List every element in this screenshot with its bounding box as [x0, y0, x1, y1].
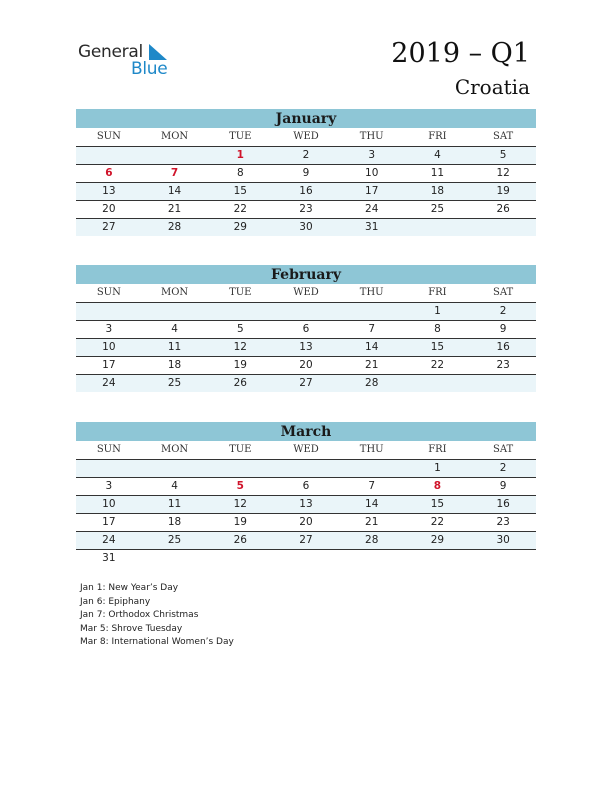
day-cell: 28: [365, 534, 379, 546]
day-cell: 5: [499, 149, 507, 161]
day-cell: 14: [365, 341, 379, 353]
day-cell: 28: [167, 221, 182, 233]
week-row: [76, 375, 536, 392]
day-cell: [405, 219, 471, 236]
day-cell: 24: [102, 534, 116, 546]
weekday-label: WED: [293, 287, 319, 298]
day-cell: 2: [302, 149, 310, 161]
day-cell: [142, 303, 208, 320]
day-cell: 22: [233, 203, 247, 215]
day-cell: [207, 303, 273, 320]
holiday-date: 8: [433, 480, 442, 492]
day-cell: [470, 375, 536, 392]
day-cell: 29: [430, 534, 445, 546]
day-cell: 10: [102, 341, 116, 353]
day-cell: 20: [102, 203, 116, 215]
day-cell: 27: [299, 377, 313, 389]
day-cell: [142, 460, 208, 477]
month-march: [76, 422, 536, 567]
day-cell: 1: [434, 462, 441, 474]
day-cell: 3: [368, 149, 376, 161]
week-row: [76, 532, 536, 550]
month-title: February: [76, 265, 536, 284]
day-cell: [207, 550, 273, 567]
day-cell: 27: [299, 534, 313, 546]
day-cell: 15: [430, 498, 445, 510]
weekday-label: TUE: [229, 131, 252, 142]
day-cell: 18: [430, 185, 445, 197]
day-cell: [339, 303, 405, 320]
holiday-note: Mar 5: Shrove Tuesday: [80, 623, 183, 634]
day-cell: 17: [102, 359, 116, 371]
day-cell: 23: [496, 516, 510, 528]
day-cell: 25: [430, 203, 445, 215]
day-cell: [273, 460, 339, 477]
day-cell: [405, 375, 471, 392]
holiday-note: Jan 1: New Year’s Day: [80, 583, 179, 593]
day-cell: 19: [233, 516, 247, 528]
logo-blue-text: Blue: [131, 59, 168, 79]
day-cell: 6: [302, 323, 310, 335]
day-cell: 23: [496, 359, 510, 371]
day-cell: 10: [365, 167, 379, 179]
day-cell: 26: [233, 534, 247, 546]
month-january: [76, 109, 536, 236]
day-cell: 4: [171, 480, 178, 492]
day-cell: [207, 460, 273, 477]
day-cell: 16: [496, 341, 510, 353]
day-cell: 9: [499, 480, 507, 492]
day-cell: 20: [299, 359, 313, 371]
day-cell: [470, 219, 536, 236]
day-cell: 16: [496, 498, 510, 510]
page-title: 2019 – Q1: [391, 38, 530, 69]
day-cell: [339, 460, 405, 477]
day-cell: 15: [430, 341, 445, 353]
day-cell: 26: [496, 203, 510, 215]
day-cell: 21: [365, 516, 379, 528]
day-cell: 7: [368, 480, 376, 492]
logo-general-text: General: [78, 42, 143, 62]
day-cell: 11: [167, 498, 182, 510]
weekday-label: SAT: [493, 444, 514, 455]
week-row: [76, 321, 536, 339]
week-row: [76, 460, 536, 478]
day-cell: 20: [299, 516, 313, 528]
day-cell: [405, 550, 471, 567]
day-cell: 18: [167, 359, 182, 371]
weekday-header-row: [76, 128, 536, 147]
day-cell: 17: [365, 185, 379, 197]
weekday-header-row: [76, 284, 536, 303]
day-cell: 29: [233, 221, 247, 233]
day-cell: [76, 460, 142, 477]
month-title: January: [76, 109, 536, 128]
day-cell: 3: [105, 480, 113, 492]
day-cell: 23: [299, 203, 313, 215]
day-cell: 10: [102, 498, 116, 510]
day-cell: 21: [167, 203, 182, 215]
day-cell: 1: [434, 305, 441, 317]
generalblue-logo: [78, 42, 188, 82]
week-row: [76, 550, 536, 567]
week-row: [76, 165, 536, 183]
weekday-label: WED: [293, 131, 319, 142]
week-row: [76, 339, 536, 357]
day-cell: 28: [365, 377, 379, 389]
day-cell: 19: [496, 185, 510, 197]
week-row: [76, 496, 536, 514]
day-cell: 15: [233, 185, 247, 197]
day-cell: 21: [365, 359, 379, 371]
day-cell: 13: [102, 185, 116, 197]
day-cell: 30: [299, 221, 313, 233]
weekday-label: MON: [160, 287, 189, 298]
weekday-label: SUN: [96, 287, 121, 298]
holiday-note: Jan 6: Epiphany: [80, 596, 151, 607]
country-name: Croatia: [454, 75, 530, 99]
weekday-label: SUN: [96, 444, 121, 455]
day-cell: [273, 550, 339, 567]
day-cell: 24: [102, 377, 116, 389]
day-cell: 16: [299, 185, 313, 197]
day-cell: [273, 303, 339, 320]
weekday-label: TUE: [229, 444, 252, 455]
day-cell: [339, 550, 405, 567]
day-cell: 31: [102, 552, 116, 564]
day-cell: 11: [430, 167, 445, 179]
holiday-date: 1: [236, 149, 244, 161]
week-row: [76, 183, 536, 201]
day-cell: 8: [236, 167, 244, 179]
day-cell: 12: [496, 167, 510, 179]
day-cell: 22: [430, 359, 445, 371]
week-row: [76, 303, 536, 321]
week-row: [76, 219, 536, 236]
day-cell: 8: [434, 323, 441, 335]
day-cell: 24: [365, 203, 379, 215]
day-cell: 7: [368, 323, 376, 335]
month-title: March: [76, 422, 536, 441]
weekday-label: SAT: [493, 131, 514, 142]
day-cell: 26: [233, 377, 247, 389]
day-cell: 25: [167, 534, 182, 546]
day-cell: 27: [102, 221, 116, 233]
week-row: [76, 147, 536, 165]
weekday-label: TUE: [229, 287, 252, 298]
day-cell: 9: [499, 323, 507, 335]
week-row: [76, 201, 536, 219]
weekday-label: FRI: [428, 131, 447, 142]
day-cell: 17: [102, 516, 116, 528]
day-cell: 12: [233, 498, 247, 510]
day-cell: [76, 303, 142, 320]
day-cell: 5: [236, 323, 244, 335]
week-row: [76, 357, 536, 375]
day-cell: [142, 147, 208, 164]
holiday-date: 5: [236, 480, 244, 492]
weekday-header-row: [76, 441, 536, 460]
weekday-label: SUN: [96, 131, 121, 142]
day-cell: 11: [167, 341, 182, 353]
weekday-label: WED: [293, 444, 319, 455]
weekday-label: MON: [160, 444, 189, 455]
weekday-label: THU: [359, 131, 384, 142]
month-february: [76, 265, 536, 392]
holiday-date: 7: [170, 167, 179, 179]
day-cell: [470, 550, 536, 567]
day-cell: 13: [299, 341, 313, 353]
week-row: [76, 478, 536, 496]
day-cell: 30: [496, 534, 510, 546]
holiday-note: Jan 7: Orthodox Christmas: [80, 610, 199, 621]
day-cell: 6: [302, 480, 310, 492]
day-cell: 25: [167, 377, 182, 389]
day-cell: 4: [171, 323, 178, 335]
day-cell: 4: [434, 149, 441, 161]
holiday-notes: [80, 582, 234, 650]
day-cell: 12: [233, 341, 247, 353]
day-cell: 13: [299, 498, 313, 510]
day-cell: 22: [430, 516, 445, 528]
day-cell: [142, 550, 208, 567]
day-cell: 18: [167, 516, 182, 528]
weekday-label: FRI: [428, 287, 447, 298]
weekday-label: SAT: [493, 287, 514, 298]
day-cell: 3: [105, 323, 113, 335]
day-cell: 31: [365, 221, 379, 233]
weekday-label: MON: [160, 131, 189, 142]
day-cell: 19: [233, 359, 247, 371]
weekday-label: THU: [359, 444, 384, 455]
day-cell: 2: [499, 462, 507, 474]
week-row: [76, 514, 536, 532]
weekday-label: THU: [359, 287, 384, 298]
day-cell: 14: [167, 185, 182, 197]
holiday-date: 6: [105, 167, 113, 179]
day-cell: 2: [499, 305, 507, 317]
weekday-label: FRI: [428, 444, 447, 455]
holiday-note: Mar 8: International Women’s Day: [80, 637, 234, 648]
day-cell: 9: [302, 167, 310, 179]
day-cell: [76, 147, 142, 164]
day-cell: 14: [365, 498, 379, 510]
